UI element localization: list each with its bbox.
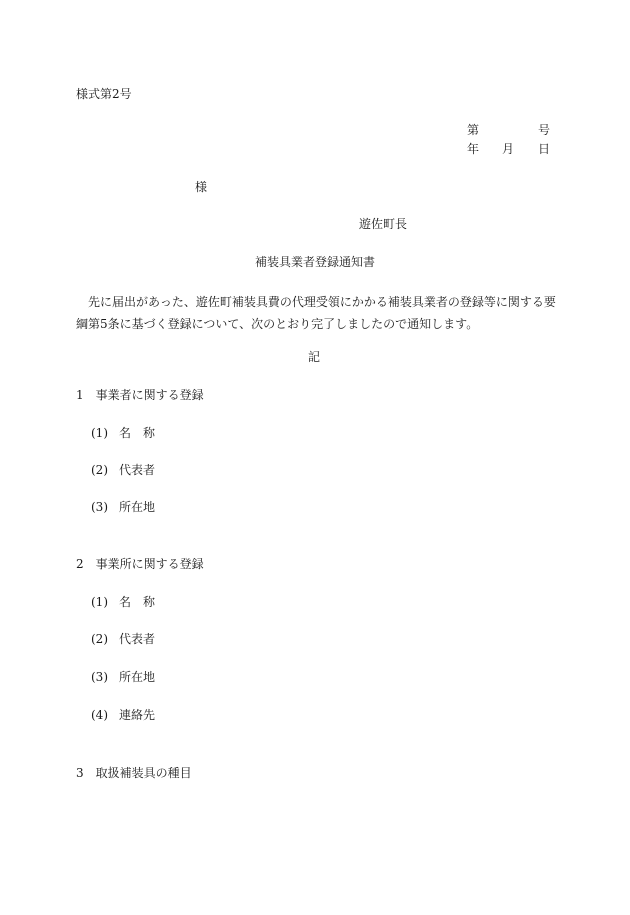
- section-1-item-3-label: 所在地: [119, 500, 156, 514]
- body-text: [76, 291, 576, 335]
- number-prefix: 第: [467, 123, 480, 137]
- date-year: 年: [467, 142, 480, 156]
- section-1-item-3-num: (3): [91, 500, 108, 514]
- sender-name: 遊佐町長: [359, 217, 408, 231]
- number-suffix: 号: [538, 123, 551, 137]
- section-1-item-1-label: 名 称: [119, 426, 156, 440]
- section-2-item-2-num: (2): [91, 632, 108, 646]
- section-1-item-2-label: 代表者: [119, 463, 156, 477]
- section-2-heading: 2 事業所に関する登録: [76, 557, 204, 571]
- section-2-item-4-num: (4): [91, 708, 108, 722]
- section-2-item-2-label: 代表者: [119, 632, 156, 646]
- section-2-item-4-label: 連絡先: [119, 708, 156, 722]
- section-2-item-1-label: 名 称: [119, 595, 156, 609]
- section-3-heading: 3 取扱補装具の種目: [76, 766, 192, 780]
- section-1-item-1-num: (1): [91, 426, 108, 440]
- body-line-1: 先に届出があった、遊佐町補装具費の代理受領にかかる補装具業者の登録等に関する要: [88, 295, 556, 309]
- section-2-item-3-num: (3): [91, 670, 108, 684]
- section-1-heading: 1 事業者に関する登録: [76, 388, 204, 402]
- document-title: 補装具業者登録通知書: [255, 255, 376, 269]
- section-1-item-2-num: (2): [91, 463, 108, 477]
- form-number: 様式第2号: [76, 87, 132, 101]
- note-label: 記: [308, 350, 321, 364]
- date-month: 月: [502, 142, 515, 156]
- date-day: 日: [538, 142, 551, 156]
- addressee-suffix: 様: [195, 180, 208, 194]
- section-2-item-1-num: (1): [91, 595, 108, 609]
- section-2-item-3-label: 所在地: [119, 670, 156, 684]
- body-line-2: 綱第5条に基づく登録について、次のとおり完了しましたので通知します。: [76, 317, 479, 331]
